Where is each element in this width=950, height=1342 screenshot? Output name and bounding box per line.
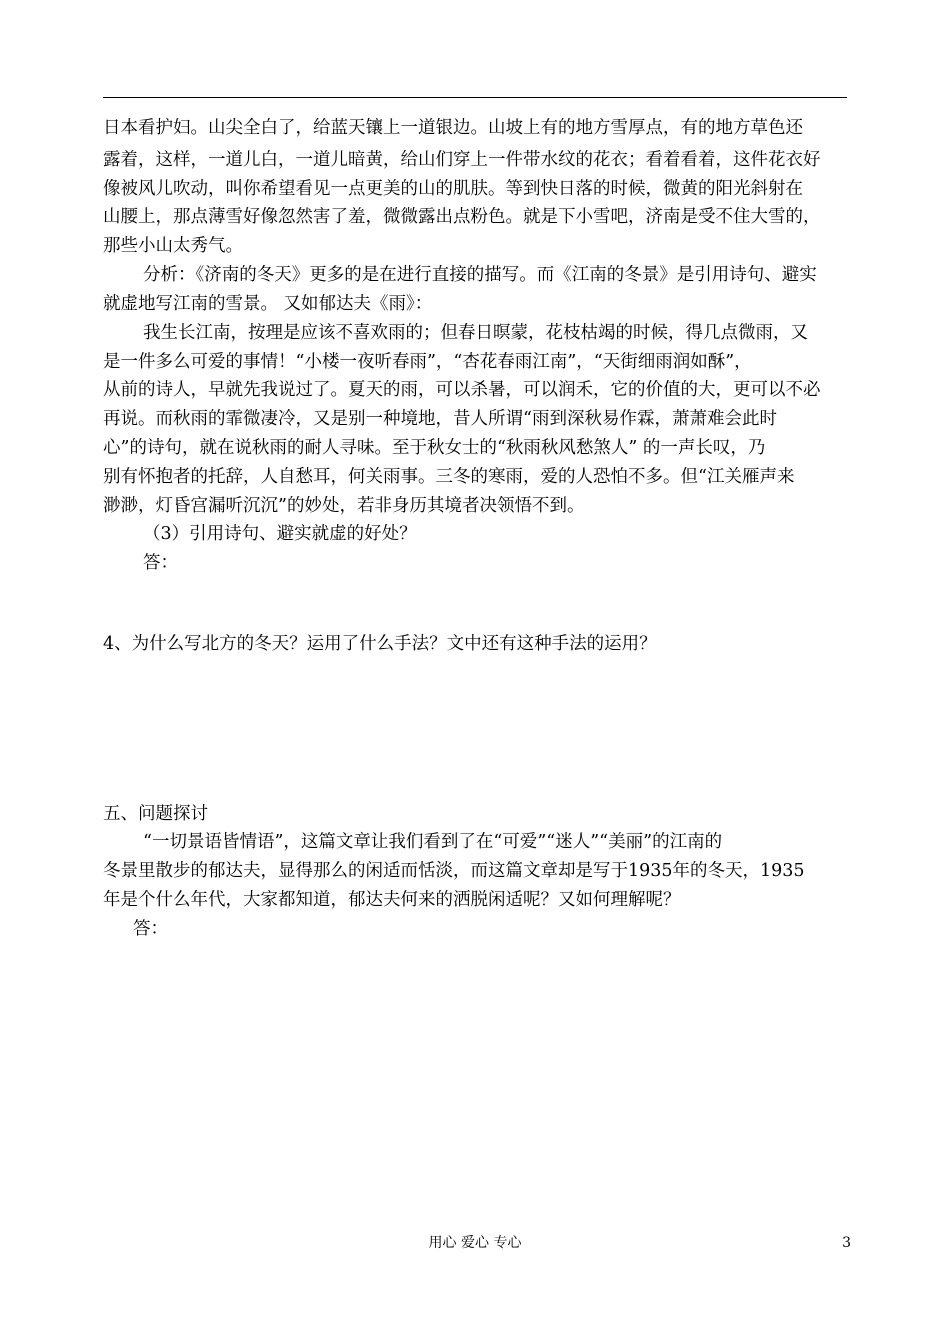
passage1-line: 那些小山太秀气。 <box>103 236 243 256</box>
analysis-line: 分析：《济南的冬天》更多的是在进行直接的描写。而《江南的冬景》是引用诗句、避实 <box>143 265 817 285</box>
section5-line: 年是个什么年代，大家都知道，郁达夫何来的洒脱闲适呢？又如何理解呢？ <box>103 890 681 910</box>
passage1-line: 像被风儿吹动，叫你希望看见一点更美的山的肌肤。等到快日落的时候，微黄的阳光斜射在 <box>103 179 803 199</box>
passage2-line: 心”的诗句，就在说秋雨的耐人寻味。至于秋女士的“秋雨秋风愁煞人” 的一声长叹，乃 <box>103 438 766 458</box>
question3-text: （3）引用诗句、避实就虚的好处？ <box>143 524 417 544</box>
passage2-line: 我生长江南，按理是应该不喜欢雨的；但春日暝蒙，花枝枯竭的时候，得几点微雨，又 <box>143 323 808 343</box>
page-number: 3 <box>842 1235 851 1251</box>
passage2-line: 是一件多么可爱的事情！“小楼一夜听春雨”，“杏花春雨江南”，“天街细雨润如酥”， <box>103 352 752 372</box>
analysis-line: 就虚地写江南的雪景。 又如郁达夫《雨》： <box>103 294 433 314</box>
section5-line: 冬景里散步的郁达夫，显得那么的闲适而恬淡，而这篇文章却是写于1935年的冬天，1935 <box>103 861 805 881</box>
passage1-line: 山腰上，那点薄雪好像忽然害了羞，微微露出点粉色。就是下小雪吧，济南是受不住大雪的， <box>103 207 821 227</box>
section5-line: “一切景语皆情语”，这篇文章让我们看到了在“可爱”“迷人”“美丽”的江南的 <box>143 832 723 852</box>
question4-text: 4、为什么写北方的冬天？运用了什么手法？文中还有这种手法的运用？ <box>103 634 657 654</box>
section5-heading: 五、问题探讨 <box>103 804 208 824</box>
passage2-line: 从前的诗人，早就先我说过了。夏天的雨，可以杀暑，可以润禾，它的价值的大，更可以不必 <box>103 380 821 400</box>
section5-answer-label: 答： <box>133 919 168 939</box>
question3-answer-label: 答： <box>143 553 178 573</box>
passage2-line: 再说。而秋雨的霏微凄冷，又是别一种境地，昔人所谓“雨到深秋易作霖，萧萧难会此时 <box>103 409 777 429</box>
passage1-line: 日本看护妇。山尖全白了，给蓝天镶上一道银边。山坡上有的地方雪厚点，有的地方草色还 <box>103 118 803 138</box>
header-rule <box>103 97 847 98</box>
passage2-line: 渺渺，灯昏宫漏听沉沉”的妙处，若非身历其境者决领悟不到。 <box>103 496 585 516</box>
page-footer: 用心 爱心 专心 <box>428 1235 522 1251</box>
passage1-line: 露着，这样，一道儿白，一道儿暗黄，给山们穿上一件带水纹的花衣；看着看着，这件花衣好 <box>103 150 821 170</box>
passage2-line: 别有怀抱者的托辞，人自愁耳，何关雨事。三冬的寒雨，爱的人恐怕不多。但“江关雁声来 <box>103 467 795 487</box>
